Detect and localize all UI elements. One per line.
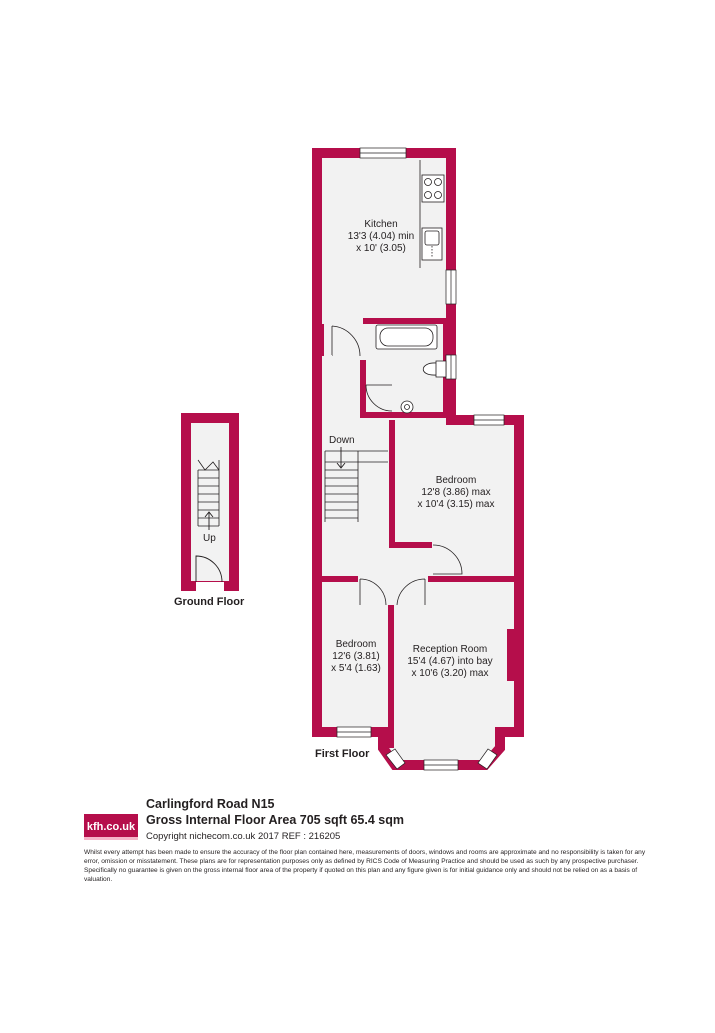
bedroom-large-name: Bedroom [435, 475, 477, 486]
kfh-logo[interactable]: kfh.co.uk [84, 814, 138, 840]
chimney-breast [507, 629, 517, 681]
bedroom-large-dim-1: 12'8 (3.86) max [421, 487, 491, 498]
ground-floor-label: Ground Floor [174, 596, 245, 608]
kitchen-name: Kitchen [364, 219, 398, 230]
reception-dim-2: x 10'6 (3.20) max [411, 668, 489, 679]
bedroom-large-dim-2: x 10'4 (3.15) max [417, 499, 495, 510]
bedroom-small-dim-2: x 5'4 (1.63) [331, 663, 381, 674]
first-floor-plan [315, 148, 519, 770]
disclaimer-text: Whilst every attempt has been made to ensure the accuracy of the floor plan contained here, measurements of doors, windows and rooms are approximate and no responsibility is taken for any error, omission or misstatement. These plans are for representation purposes only as defined by RICS Code of Measuring Practice and should be used as such by any prospective purchaser. Specifically no guarantee is given on the gross internal floor area of the property if quoted on this plan and any figure given is for initial guidance only and should not be relied on as a basis of valuation. [84, 849, 646, 883]
kitchen-dim-2: x 10' (3.05) [356, 243, 406, 254]
ground-floor-plan [174, 418, 245, 608]
stairs-down-label: Down [329, 435, 355, 446]
reception-name: Reception Room [412, 644, 488, 655]
copyright-line: Copyright nichecom.co.uk 2017 REF : 216205 [146, 831, 341, 842]
property-address: Carlingford Road N15 [146, 797, 275, 811]
reception-dim-1: 15'4 (4.67) into bay [407, 656, 493, 667]
ground-floor-doorway [196, 582, 224, 592]
bedroom-small-dim-1: 12'6 (3.81) [332, 651, 380, 662]
property-info [146, 796, 404, 844]
kitchen-dim-1: 13'3 (4.04) min [347, 231, 415, 242]
floor-area: Gross Internal Floor Area 705 sqft 65.4 sqm [146, 813, 404, 827]
stairs-up-label: Up [203, 533, 216, 544]
hob-icon [422, 175, 444, 202]
bedroom-small-name: Bedroom [335, 639, 377, 650]
first-floor-label: First Floor [315, 748, 370, 760]
